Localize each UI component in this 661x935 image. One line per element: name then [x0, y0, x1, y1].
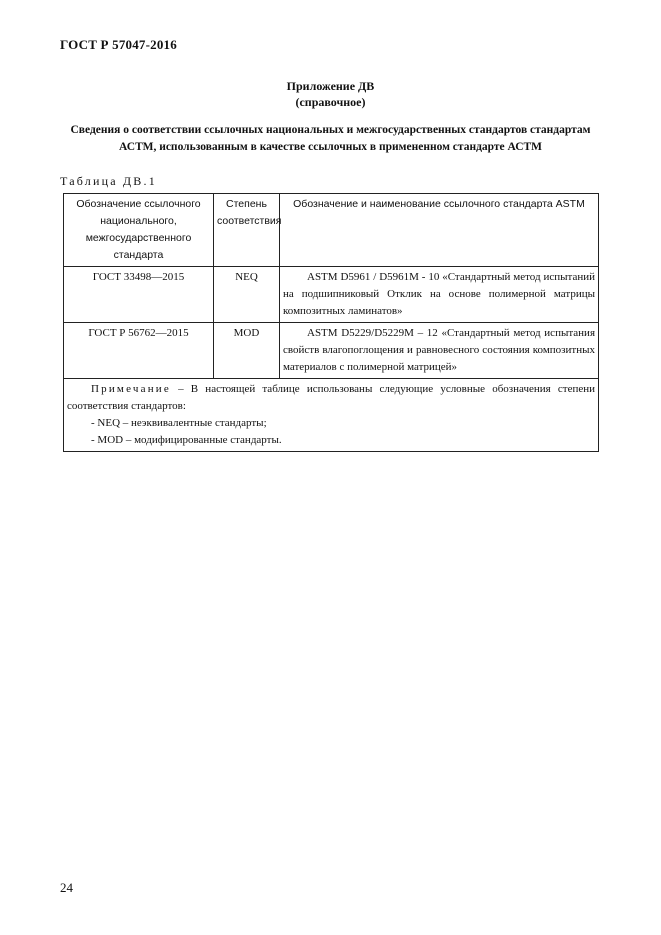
correspondence-table: [63, 193, 599, 452]
table-row: [64, 323, 599, 379]
table-row: [64, 267, 599, 323]
cell-degree: MOD: [214, 323, 280, 379]
cell-degree: NEQ: [214, 267, 280, 323]
header-degree: Степень соответствия: [214, 194, 280, 267]
note-item-mod: - MOD – модифицированные стандарты.: [91, 434, 282, 446]
table-note: [64, 379, 599, 452]
header-standard: Обозначение ссылочного национального, межгосударственного стандарта: [64, 194, 214, 267]
page-number: 24: [60, 880, 73, 895]
note-text: – В настоящей таблице использованы следующие условные обозначения степени соответствия стандартов:: [67, 383, 595, 412]
table-note-row: [64, 379, 599, 452]
note-head: [67, 381, 595, 415]
document-header: ГОСТ Р 57047-2016: [60, 37, 177, 52]
cell-standard: ГОСТ 33498—2015: [64, 267, 214, 323]
table-caption: Таблица ДВ.1: [60, 174, 157, 188]
cell-astm: ASTM D5961 / D5961M - 10 «Стандартный метод испытаний на подшипниковый Отклик на основе полимерной матрицы композитных ламинатов»: [280, 267, 599, 323]
cell-astm: ASTM D5229/D5229M – 12 «Стандартный метод испытания свойств влагопоглощения и равновесного состояния композитных материалов с полимерной матрицей»: [280, 323, 599, 379]
header-astm: Обозначение и наименование ссылочного стандарта ASTM: [280, 194, 599, 267]
note-label: Примечание: [91, 383, 171, 395]
appendix-subtitle: (справочное): [295, 95, 366, 109]
note-item-neq: - NEQ – неэквивалентные стандарты;: [91, 417, 267, 429]
cell-standard: ГОСТ Р 56762—2015: [64, 323, 214, 379]
table-header-row: [64, 194, 599, 267]
section-title: Сведения о соответствии ссылочных национальных и межгосударственных стандартов стандартам АСТМ, использованным в качестве ссылочных в примененном стандарте АСТМ: [70, 124, 591, 153]
appendix-title: Приложение ДВ: [286, 79, 375, 93]
